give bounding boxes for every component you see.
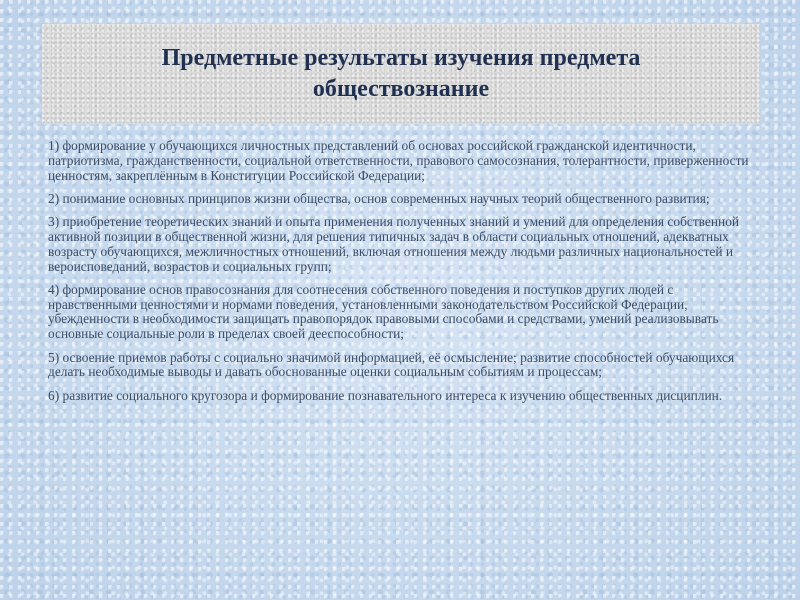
- list-item: 6) развитие социального кругозора и формирование познавательного интереса к изучению общественных дисциплин.: [48, 387, 723, 403]
- list-item: 5) освоение приемов работы с социально значимой информацией, её осмысление; развитие способностей обучающихся делать необходимые выводы и давать обоснованные оценки социальным событиям и процессам;: [48, 349, 735, 380]
- slide-content: [48, 139, 760, 412]
- slide-title: Предметные результаты изучения предмета обществознание: [161, 45, 641, 102]
- list-item: 4) формирование основ правосознания для соотнесения собственного поведения и поступков других людей с нравственными ценностями и нормами поведения, установленными законодательством Российской Федерации, убежденности в необходимости защищать правопорядок правовыми способами и средствами, умений реализовывать основные социальные роли в пределах своей дееспособности;: [48, 281, 719, 342]
- title-box: [42, 24, 760, 124]
- list-item: 1) формирование у обучающихся личностных представлений об основах российской гражданской идентичности, патриотизма, гражданственности, социальной ответственности, правового самосознания, толерантности, приверженности ценностям, закреплённым в Конституции Российской Федерации;: [48, 138, 749, 183]
- list-item: 2) понимание основных принципов жизни общества, основ современных научных теорий общественного развития;: [48, 190, 710, 206]
- list-item: 3) приобретение теоретических знаний и опыта применения полученных знаний и умений для определения собственной активной позиции в общественной жизни, для решения типичных задач в области социальных отношений, адекватных возрасту обучающихся, межличностных отношений, включая отношения между людьми различных национальностей и вероисповеданий, возрастов и социальных групп;: [48, 214, 740, 274]
